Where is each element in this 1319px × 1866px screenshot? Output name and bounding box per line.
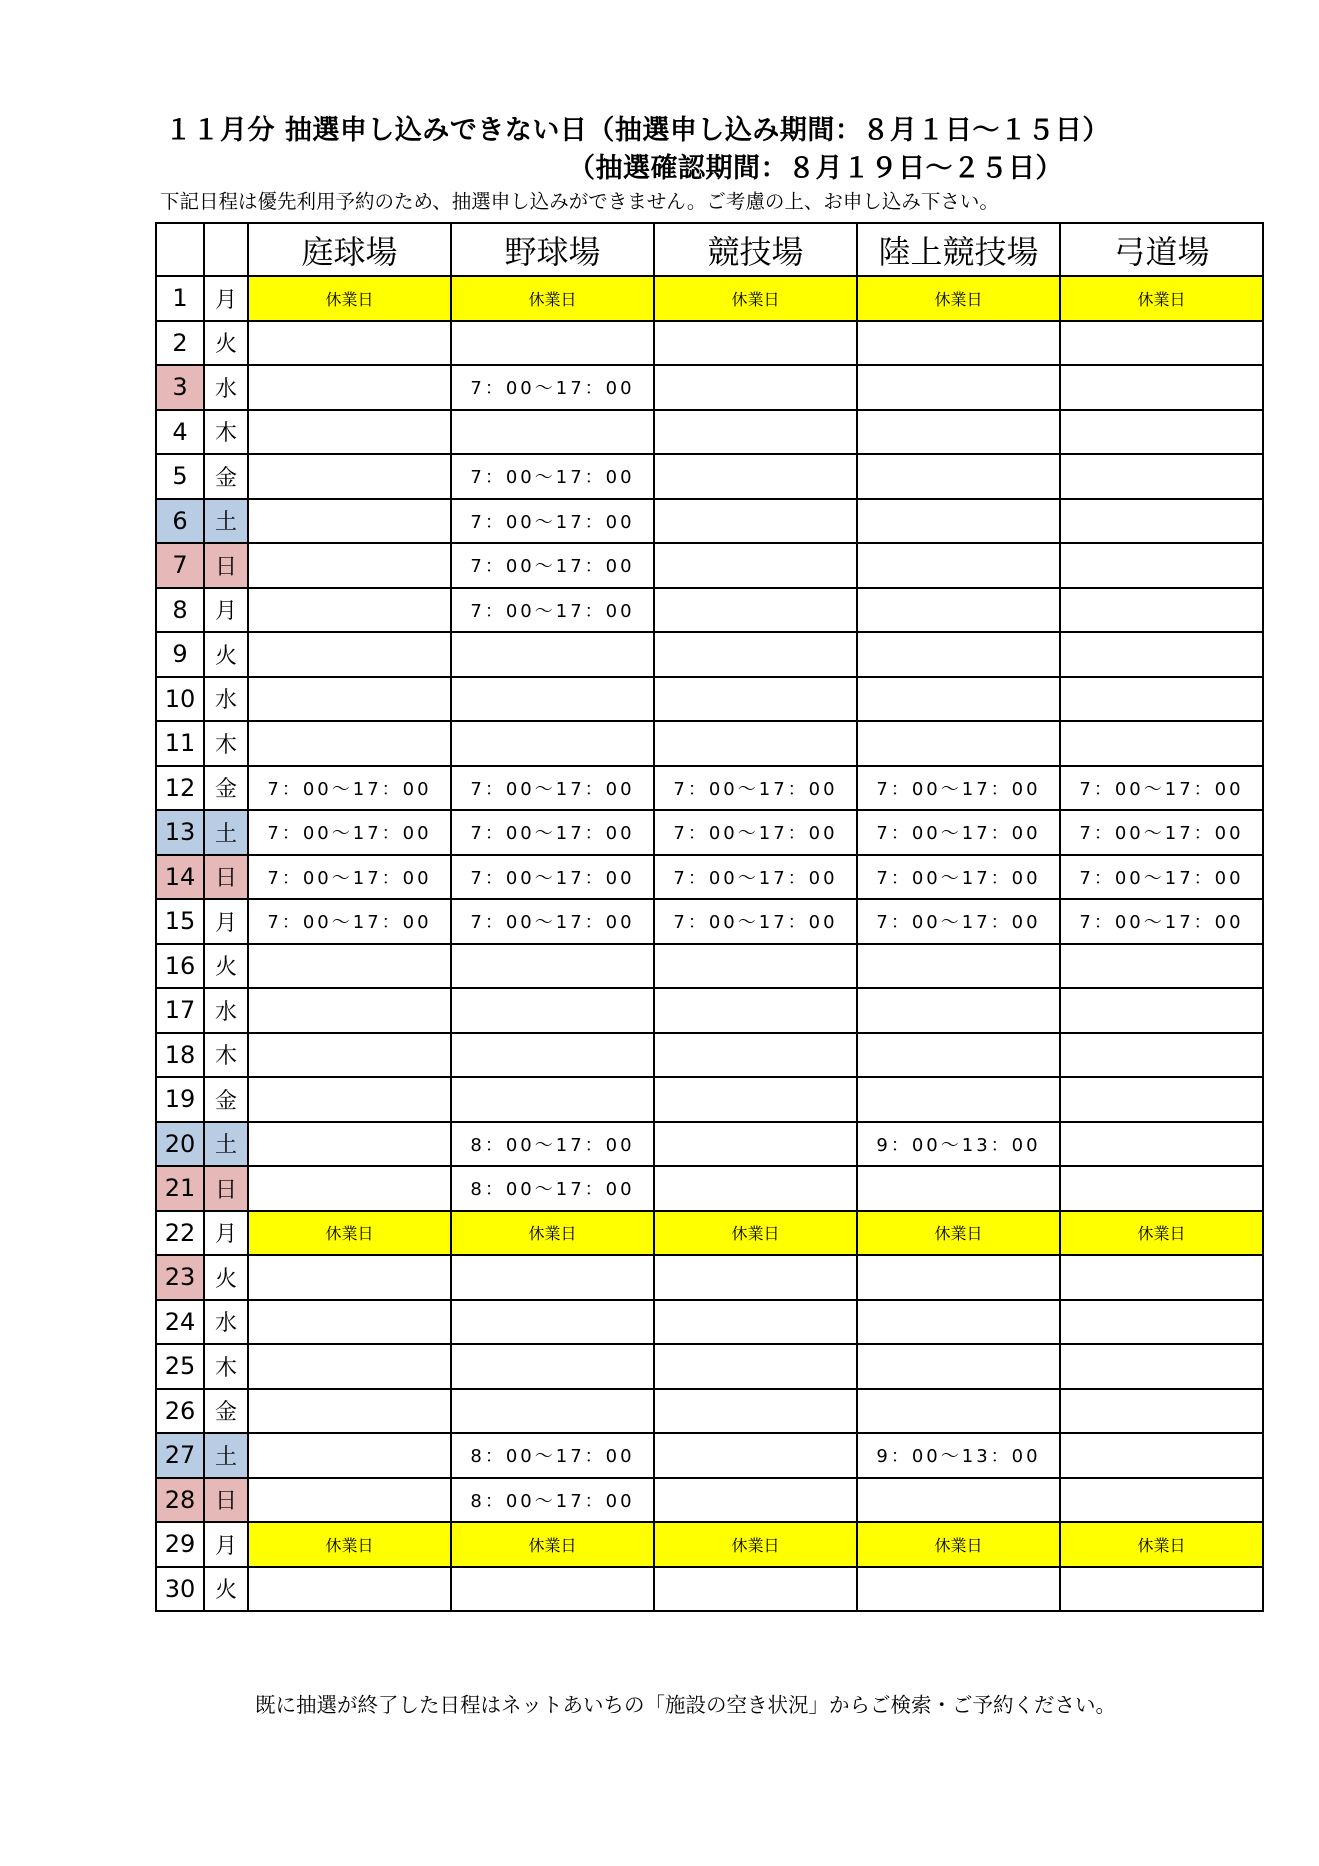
reserved-time-cell: 7：00～17：00 [451, 543, 654, 588]
empty-cell [248, 1478, 451, 1523]
reserved-time-cell: 7：00～17：00 [1060, 855, 1263, 900]
closed-day-cell: 休業日 [1060, 1211, 1263, 1256]
reserved-time-cell: 8：00～17：00 [451, 1433, 654, 1478]
empty-cell [248, 1255, 451, 1300]
day-number-cell: 19 [156, 1077, 204, 1122]
day-number-cell: 9 [156, 632, 204, 677]
day-number-cell: 14 [156, 855, 204, 900]
empty-cell [654, 944, 857, 989]
empty-cell [451, 321, 654, 366]
empty-cell [654, 321, 857, 366]
reserved-time-cell: 8：00～17：00 [451, 1166, 654, 1211]
empty-cell [654, 632, 857, 677]
day-number-cell: 13 [156, 810, 204, 855]
weekday-cell: 木 [204, 1344, 248, 1389]
table-row [156, 321, 1263, 366]
empty-cell [1060, 1478, 1263, 1523]
empty-cell [451, 1077, 654, 1122]
empty-cell [1060, 499, 1263, 544]
table-row [156, 588, 1263, 633]
closed-day-cell: 休業日 [857, 276, 1060, 321]
empty-cell [248, 321, 451, 366]
page-subtitle: （抽選確認期間：８月１９日～２５日） [568, 153, 1063, 184]
table-row [156, 1122, 1263, 1167]
table-row [156, 899, 1263, 944]
reserved-time-cell: 7：00～17：00 [654, 855, 857, 900]
empty-cell [248, 1077, 451, 1122]
day-number-cell: 12 [156, 766, 204, 811]
closed-day-cell: 休業日 [248, 1211, 451, 1256]
empty-cell [248, 721, 451, 766]
empty-cell [857, 1389, 1060, 1434]
table-row [156, 988, 1263, 1033]
empty-cell [857, 1478, 1060, 1523]
table-row [156, 543, 1263, 588]
reserved-time-cell: 7：00～17：00 [451, 766, 654, 811]
empty-cell [654, 588, 857, 633]
empty-cell [1060, 1033, 1263, 1078]
empty-cell [857, 944, 1060, 989]
weekday-cell: 月 [204, 1522, 248, 1567]
reserved-time-cell: 7：00～17：00 [248, 899, 451, 944]
table-row [156, 721, 1263, 766]
weekday-cell: 金 [204, 766, 248, 811]
header-day-cell [156, 223, 204, 276]
weekday-cell: 火 [204, 632, 248, 677]
day-number-cell: 21 [156, 1166, 204, 1211]
empty-cell [248, 944, 451, 989]
empty-cell [857, 1166, 1060, 1211]
empty-cell [248, 543, 451, 588]
footer-note: 既に抽選が終了した日程はネットあいちの「施設の空き状況」からご検索・ご予約ください。 [255, 1693, 1116, 1717]
table-row [156, 499, 1263, 544]
column-header-baseball: 野球場 [451, 223, 654, 276]
column-header-athletics: 陸上競技場 [857, 223, 1060, 276]
empty-cell [857, 1033, 1060, 1078]
reserved-time-cell: 7：00～17：00 [451, 588, 654, 633]
weekday-cell: 月 [204, 899, 248, 944]
empty-cell [1060, 1389, 1263, 1434]
reserved-time-cell: 7：00～17：00 [857, 855, 1060, 900]
empty-cell [654, 1255, 857, 1300]
empty-cell [857, 1077, 1060, 1122]
empty-cell [1060, 988, 1263, 1033]
table-row [156, 1344, 1263, 1389]
table-row [156, 1389, 1263, 1434]
empty-cell [1060, 632, 1263, 677]
empty-cell [451, 944, 654, 989]
empty-cell [654, 410, 857, 455]
empty-cell [654, 1433, 857, 1478]
table-row [156, 454, 1263, 499]
empty-cell [1060, 1077, 1263, 1122]
empty-cell [1060, 1255, 1263, 1300]
reserved-time-cell: 7：00～17：00 [248, 766, 451, 811]
day-number-cell: 5 [156, 454, 204, 499]
day-number-cell: 28 [156, 1478, 204, 1523]
empty-cell [654, 1122, 857, 1167]
day-number-cell: 8 [156, 588, 204, 633]
table-row [156, 1567, 1263, 1612]
empty-cell [248, 365, 451, 410]
empty-cell [451, 1389, 654, 1434]
empty-cell [857, 1300, 1060, 1345]
reserved-time-cell: 7：00～17：00 [654, 810, 857, 855]
reserved-time-cell: 7：00～17：00 [451, 365, 654, 410]
empty-cell [1060, 944, 1263, 989]
day-number-cell: 25 [156, 1344, 204, 1389]
table-row [156, 1300, 1263, 1345]
empty-cell [451, 1567, 654, 1612]
weekday-cell: 月 [204, 588, 248, 633]
day-number-cell: 11 [156, 721, 204, 766]
table-row [156, 1433, 1263, 1478]
reserved-time-cell: 7：00～17：00 [248, 855, 451, 900]
table-row [156, 944, 1263, 989]
weekday-cell: 土 [204, 1122, 248, 1167]
empty-cell [857, 588, 1060, 633]
table-row [156, 1211, 1263, 1256]
empty-cell [248, 1344, 451, 1389]
reserved-time-cell: 8：00～17：00 [451, 1122, 654, 1167]
reserved-time-cell: 7：00～17：00 [857, 899, 1060, 944]
weekday-cell: 日 [204, 1166, 248, 1211]
empty-cell [654, 1166, 857, 1211]
reserved-time-cell: 7：00～17：00 [1060, 899, 1263, 944]
schedule-table [155, 222, 1264, 1612]
weekday-cell: 火 [204, 321, 248, 366]
reserved-time-cell: 7：00～17：00 [654, 766, 857, 811]
empty-cell [857, 499, 1060, 544]
weekday-cell: 土 [204, 1433, 248, 1478]
empty-cell [654, 1389, 857, 1434]
day-number-cell: 17 [156, 988, 204, 1033]
empty-cell [1060, 677, 1263, 722]
empty-cell [248, 1033, 451, 1078]
empty-cell [857, 1567, 1060, 1612]
table-row [156, 766, 1263, 811]
day-number-cell: 10 [156, 677, 204, 722]
day-number-cell: 26 [156, 1389, 204, 1434]
reserved-time-cell: 9：00～13：00 [857, 1122, 1060, 1167]
column-header-tennis: 庭球場 [248, 223, 451, 276]
empty-cell [1060, 1300, 1263, 1345]
empty-cell [654, 1567, 857, 1612]
closed-day-cell: 休業日 [248, 1522, 451, 1567]
empty-cell [451, 1033, 654, 1078]
table-row [156, 1478, 1263, 1523]
empty-cell [857, 365, 1060, 410]
closed-day-cell: 休業日 [857, 1522, 1060, 1567]
empty-cell [654, 1033, 857, 1078]
table-header-row [156, 223, 1263, 276]
weekday-cell: 月 [204, 1211, 248, 1256]
day-number-cell: 29 [156, 1522, 204, 1567]
table-row [156, 855, 1263, 900]
reserved-time-cell: 9：00～13：00 [857, 1433, 1060, 1478]
weekday-cell: 水 [204, 365, 248, 410]
empty-cell [857, 677, 1060, 722]
empty-cell [857, 454, 1060, 499]
empty-cell [451, 721, 654, 766]
day-number-cell: 16 [156, 944, 204, 989]
weekday-cell: 金 [204, 1077, 248, 1122]
day-number-cell: 27 [156, 1433, 204, 1478]
empty-cell [857, 1255, 1060, 1300]
empty-cell [451, 1344, 654, 1389]
table-row [156, 677, 1263, 722]
closed-day-cell: 休業日 [451, 1211, 654, 1256]
closed-day-cell: 休業日 [654, 276, 857, 321]
day-number-cell: 20 [156, 1122, 204, 1167]
empty-cell [1060, 1433, 1263, 1478]
reserved-time-cell: 7：00～17：00 [451, 810, 654, 855]
empty-cell [248, 988, 451, 1033]
day-number-cell: 30 [156, 1567, 204, 1612]
table-row [156, 632, 1263, 677]
header-weekday-cell [204, 223, 248, 276]
empty-cell [248, 1122, 451, 1167]
empty-cell [248, 1300, 451, 1345]
empty-cell [451, 632, 654, 677]
empty-cell [451, 410, 654, 455]
weekday-cell: 火 [204, 1567, 248, 1612]
empty-cell [1060, 588, 1263, 633]
reserved-time-cell: 7：00～17：00 [248, 810, 451, 855]
empty-cell [654, 543, 857, 588]
empty-cell [248, 1567, 451, 1612]
empty-cell [857, 321, 1060, 366]
empty-cell [857, 632, 1060, 677]
weekday-cell: 日 [204, 855, 248, 900]
column-header-archery: 弓道場 [1060, 223, 1263, 276]
table-row [156, 810, 1263, 855]
empty-cell [248, 588, 451, 633]
empty-cell [857, 721, 1060, 766]
table-row [156, 276, 1263, 321]
table-row [156, 1255, 1263, 1300]
empty-cell [1060, 410, 1263, 455]
closed-day-cell: 休業日 [654, 1211, 857, 1256]
weekday-cell: 火 [204, 1255, 248, 1300]
weekday-cell: 月 [204, 276, 248, 321]
empty-cell [857, 410, 1060, 455]
empty-cell [857, 1344, 1060, 1389]
day-number-cell: 4 [156, 410, 204, 455]
weekday-cell: 火 [204, 944, 248, 989]
reserved-time-cell: 7：00～17：00 [451, 855, 654, 900]
empty-cell [1060, 454, 1263, 499]
empty-cell [857, 988, 1060, 1033]
closed-day-cell: 休業日 [248, 276, 451, 321]
reserved-time-cell: 7：00～17：00 [451, 454, 654, 499]
closed-day-cell: 休業日 [451, 276, 654, 321]
empty-cell [654, 365, 857, 410]
reserved-time-cell: 7：00～17：00 [857, 766, 1060, 811]
empty-cell [248, 454, 451, 499]
weekday-cell: 木 [204, 721, 248, 766]
empty-cell [248, 499, 451, 544]
reserved-time-cell: 8：00～17：00 [451, 1478, 654, 1523]
empty-cell [248, 410, 451, 455]
table-row [156, 1033, 1263, 1078]
table-row [156, 1166, 1263, 1211]
reserved-time-cell: 7：00～17：00 [1060, 766, 1263, 811]
empty-cell [451, 677, 654, 722]
weekday-cell: 水 [204, 1300, 248, 1345]
empty-cell [654, 1077, 857, 1122]
weekday-cell: 水 [204, 988, 248, 1033]
reserved-time-cell: 7：00～17：00 [451, 499, 654, 544]
day-number-cell: 1 [156, 276, 204, 321]
closed-day-cell: 休業日 [1060, 276, 1263, 321]
weekday-cell: 金 [204, 454, 248, 499]
table-row [156, 1522, 1263, 1567]
empty-cell [654, 1478, 857, 1523]
empty-cell [1060, 1344, 1263, 1389]
day-number-cell: 3 [156, 365, 204, 410]
empty-cell [654, 677, 857, 722]
weekday-cell: 土 [204, 499, 248, 544]
reserved-time-cell: 7：00～17：00 [1060, 810, 1263, 855]
empty-cell [1060, 1166, 1263, 1211]
table-row [156, 410, 1263, 455]
day-number-cell: 6 [156, 499, 204, 544]
notice-text: 下記日程は優先利用予約のため、抽選申し込みができません。ご考慮の上、お申し込み下さい。 [160, 190, 999, 213]
empty-cell [654, 721, 857, 766]
empty-cell [248, 1433, 451, 1478]
day-number-cell: 15 [156, 899, 204, 944]
empty-cell [1060, 721, 1263, 766]
closed-day-cell: 休業日 [654, 1522, 857, 1567]
empty-cell [248, 677, 451, 722]
column-header-stadium: 競技場 [654, 223, 857, 276]
weekday-cell: 日 [204, 543, 248, 588]
weekday-cell: 土 [204, 810, 248, 855]
empty-cell [654, 1300, 857, 1345]
weekday-cell: 日 [204, 1478, 248, 1523]
table-row [156, 365, 1263, 410]
day-number-cell: 7 [156, 543, 204, 588]
table-row [156, 1077, 1263, 1122]
empty-cell [654, 1344, 857, 1389]
day-number-cell: 2 [156, 321, 204, 366]
empty-cell [857, 543, 1060, 588]
closed-day-cell: 休業日 [857, 1211, 1060, 1256]
empty-cell [451, 1300, 654, 1345]
empty-cell [248, 1389, 451, 1434]
weekday-cell: 木 [204, 410, 248, 455]
empty-cell [451, 988, 654, 1033]
closed-day-cell: 休業日 [1060, 1522, 1263, 1567]
schedule-body [156, 276, 1263, 1611]
day-number-cell: 18 [156, 1033, 204, 1078]
empty-cell [654, 454, 857, 499]
empty-cell [1060, 321, 1263, 366]
empty-cell [1060, 543, 1263, 588]
weekday-cell: 金 [204, 1389, 248, 1434]
weekday-cell: 木 [204, 1033, 248, 1078]
empty-cell [654, 988, 857, 1033]
reserved-time-cell: 7：00～17：00 [451, 899, 654, 944]
reserved-time-cell: 7：00～17：00 [857, 810, 1060, 855]
closed-day-cell: 休業日 [451, 1522, 654, 1567]
empty-cell [451, 1255, 654, 1300]
empty-cell [248, 1166, 451, 1211]
day-number-cell: 23 [156, 1255, 204, 1300]
empty-cell [248, 632, 451, 677]
weekday-cell: 水 [204, 677, 248, 722]
empty-cell [1060, 1122, 1263, 1167]
empty-cell [1060, 1567, 1263, 1612]
day-number-cell: 24 [156, 1300, 204, 1345]
page-title: １１月分 抽選申し込みできない日（抽選申し込み期間：８月１日～１５日） [165, 115, 1110, 146]
reserved-time-cell: 7：00～17：00 [654, 899, 857, 944]
day-number-cell: 22 [156, 1211, 204, 1256]
empty-cell [654, 499, 857, 544]
empty-cell [1060, 365, 1263, 410]
